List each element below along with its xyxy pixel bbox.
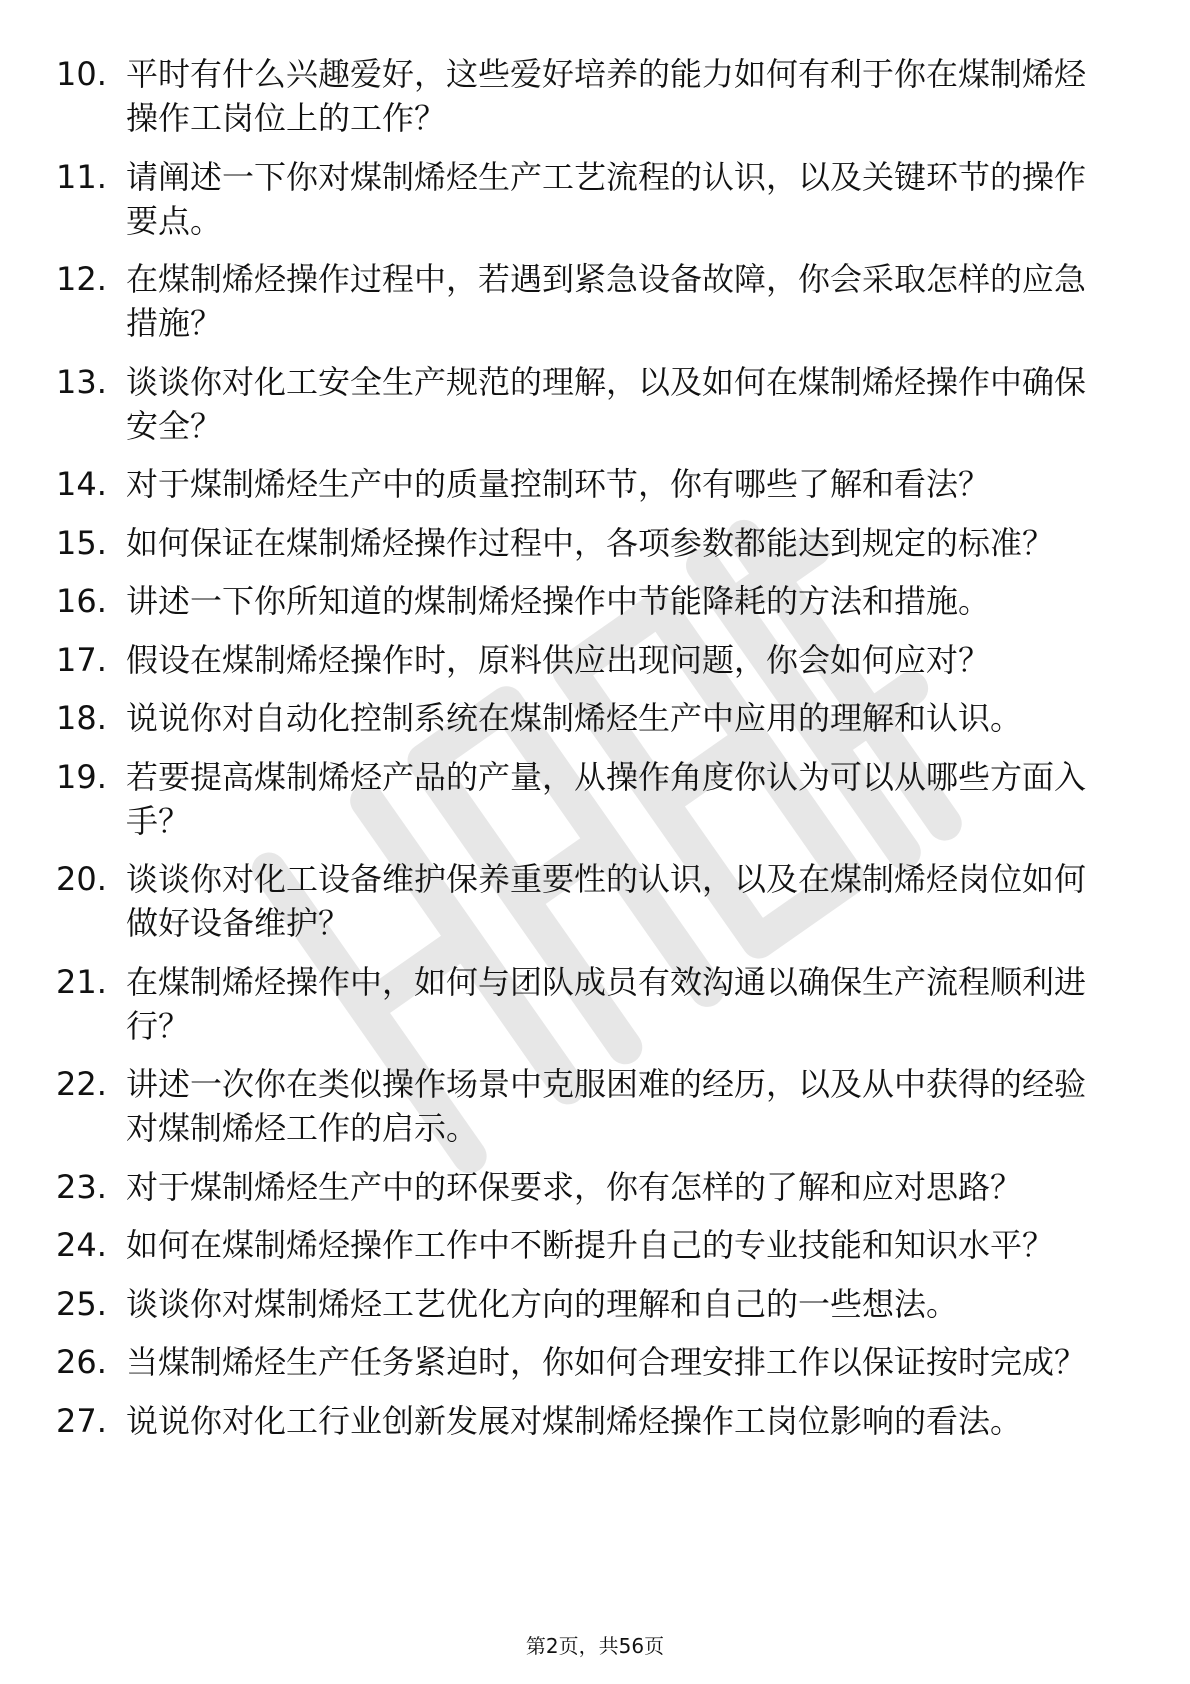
question-text: 谈谈你对化工安全生产规范的理解，以及如何在煤制烯烃操作中确保安全？ [126,362,1087,445]
question-text: 谈谈你对煤制烯烃工艺优化方向的理解和自己的一些想法。 [126,1284,959,1323]
question-number: 22. [56,1065,107,1103]
question-text: 平时有什么兴趣爱好，这些爱好培养的能力如何有利于你在煤制烯烃操作工岗位上的工作？ [126,55,1087,137]
question-text: 说说你对化工行业创新发展对煤制烯烃操作工岗位影响的看法。 [126,1401,1023,1440]
question-text: 对于煤制烯烃生产中的质量控制环节，你有哪些了解和看法？ [126,465,991,503]
list-item [56,360,1116,448]
question-text: 讲述一次你在类似操作场景中克服困难的经历，以及从中获得的经验对煤制烯烃工作的启示。 [126,1065,1087,1147]
question-text: 若要提高煤制烯烃产品的产量，从操作角度你认为可以从哪些方面入手？ [126,757,1087,840]
list-item [56,638,1116,682]
question-number: 12. [56,260,107,298]
question-number: 21. [56,962,107,1001]
question-number: 20. [56,860,107,898]
question-number: 16. [56,582,107,620]
list-item [56,696,1116,740]
question-text: 在煤制烯烃操作中，如何与团队成员有效沟通以确保生产流程顺利进行？ [126,962,1087,1045]
question-text: 如何在煤制烯烃操作工作中不断提升自己的专业技能和知识水平？ [126,1226,1055,1264]
question-number: 14. [56,465,107,503]
question-number: 19. [56,757,107,796]
question-text: 假设在煤制烯烃操作时，原料供应出现问题，你会如何应对？ [126,640,991,679]
list-item [56,521,1116,565]
question-text: 谈谈你对化工设备维护保养重要性的认识，以及在煤制烯烃岗位如何做好设备维护？ [126,860,1087,942]
list-item [56,1340,1116,1384]
question-number: 11. [56,157,107,196]
list-item [56,1062,1116,1150]
list-item [56,155,1116,243]
question-number: 26. [56,1343,107,1381]
question-text: 对于煤制烯烃生产中的环保要求，你有怎样的了解和应对思路？ [126,1167,1023,1206]
list-item [56,462,1116,506]
question-number: 23. [56,1167,107,1206]
list-item [56,857,1116,945]
question-text: 请阐述一下你对煤制烯烃生产工艺流程的认识，以及关键环节的操作要点。 [126,157,1087,240]
question-text: 说说你对自动化控制系统在煤制烯烃生产中应用的理解和认识。 [126,699,1023,737]
list-item [56,1399,1116,1443]
list-item [56,257,1116,345]
question-text: 当煤制烯烃生产任务紧迫时，你如何合理安排工作以保证按时完成？ [126,1343,1087,1381]
question-text: 讲述一下你所知道的煤制烯烃操作中节能降耗的方法和措施。 [126,582,991,620]
list-item [56,52,1116,140]
question-list [56,52,1116,1457]
question-number: 13. [56,362,107,401]
page-number-footer: 第2页，共56页 [525,1634,665,1658]
list-item [56,1223,1116,1267]
question-number: 18. [56,699,107,737]
question-number: 17. [56,640,107,679]
question-text: 如何保证在煤制烯烃操作过程中，各项参数都能达到规定的标准？ [126,523,1055,562]
question-number: 15. [56,523,107,562]
list-item [56,1165,1116,1209]
question-number: 10. [56,55,107,93]
list-item [56,1282,1116,1326]
question-number: 24. [56,1226,107,1264]
question-text: 在煤制烯烃操作过程中，若遇到紧急设备故障，你会采取怎样的应急措施？ [126,260,1087,342]
list-item [56,960,1116,1048]
question-number: 25. [56,1284,107,1323]
question-number: 27. [56,1401,107,1440]
list-item [56,579,1116,623]
list-item [56,755,1116,843]
